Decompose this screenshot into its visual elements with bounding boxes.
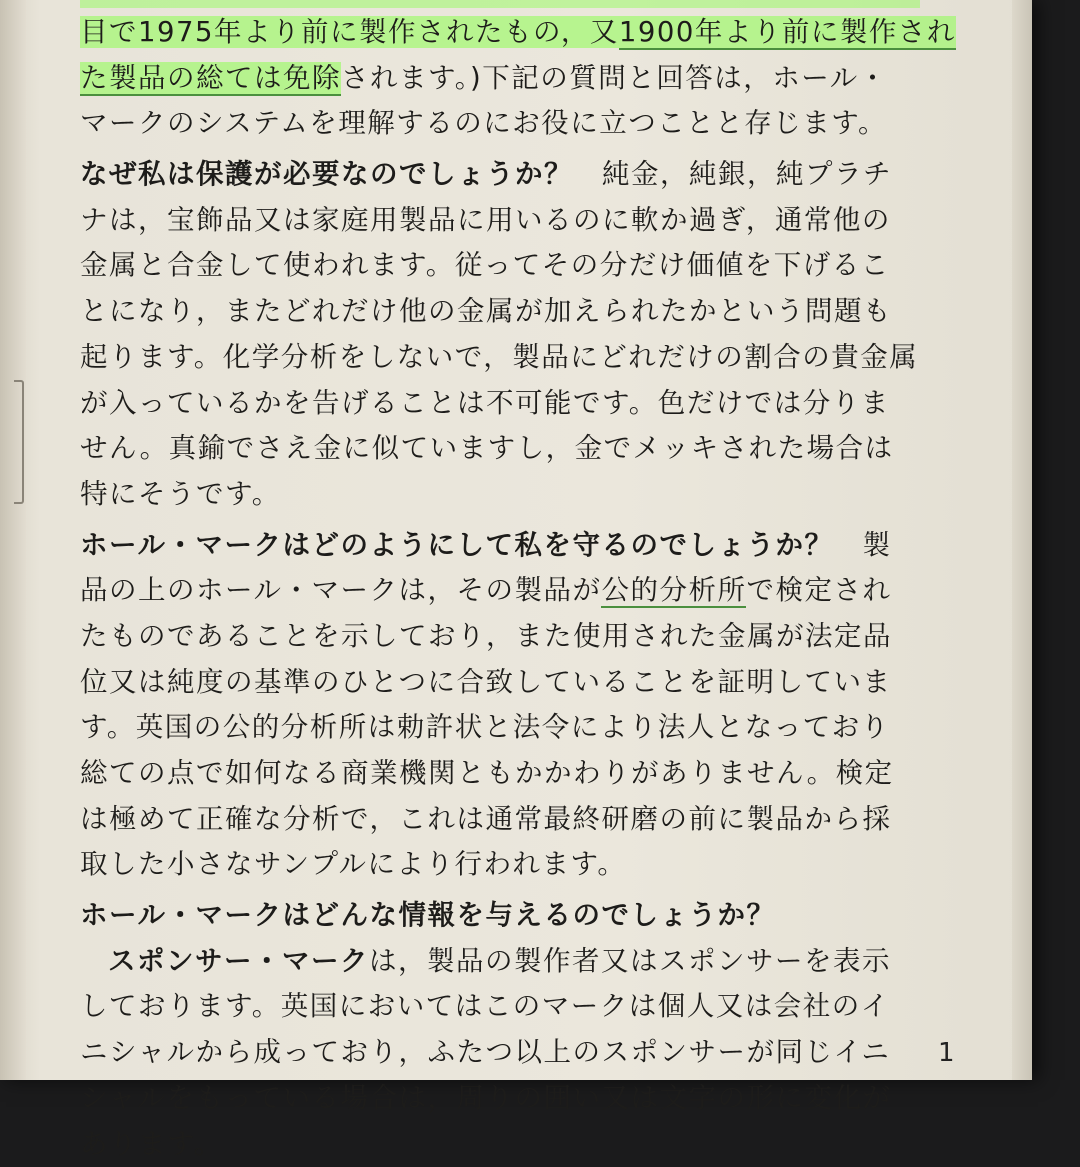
highlighted-phrase: た製品の総ては免除 bbox=[80, 62, 341, 96]
staple bbox=[14, 380, 24, 504]
text-line: 起ります。化学分析をしないで，製品にどれだけの割合の貴金属 bbox=[80, 335, 920, 381]
question-heading: ホール・マークはどんな情報を与えるのでしょうか？ bbox=[80, 899, 775, 931]
text-line: た製品の総ては免除されます。)下記の質問と回答は，ホール・ bbox=[80, 56, 920, 102]
text-line: とになり，またどれだけ他の金属が加えられたかという問題も bbox=[80, 289, 920, 335]
highlighted-year: 1900年 bbox=[619, 16, 724, 50]
question-heading: なぜ私は保護が必要なのでしょうか？ bbox=[80, 158, 573, 190]
text-line: ナは，宝飾品又は家庭用製品に用いるのに軟か過ぎ，通常他の bbox=[80, 198, 920, 244]
question-2: ホール・マークはどのようにして私を守るのでしょうか？ 製 bbox=[80, 523, 920, 569]
text-line: 総ての点で如何なる商業機関ともかかわりがありません。検定 bbox=[80, 751, 920, 797]
underlined-phrase: 公的分析所 bbox=[601, 574, 746, 608]
text-line: しております。英国においてはこのマークは個人又は会社のイ bbox=[80, 984, 920, 1030]
text-line: ニシャルから成っており，ふたつ以上のスポンサーが同じイニ bbox=[80, 1030, 920, 1076]
text-line: は極めて正確な分析で，これは通常最終研磨の前に製品から採 bbox=[80, 797, 920, 843]
text-line: シャルをもっている場合は，周りの囲い又は文字の形に変化が bbox=[80, 1076, 920, 1122]
text-line: 位又は純度の基準のひとつに合致していることを証明していま bbox=[80, 660, 920, 706]
question-3 bbox=[80, 893, 920, 939]
text-line: たものであることを示しており，また使用された金属が法定品 bbox=[80, 614, 920, 660]
text-line: 品の上のホール・マークは，その製品が公的分析所で検定され bbox=[80, 568, 920, 614]
term-sponsor-mark: スポンサー・マーク bbox=[108, 945, 369, 977]
question-heading: ホール・マークはどのようにして私を守るのでしょうか？ bbox=[80, 529, 833, 561]
text-line: 目で1975年より前に製作されたもの，又1900年より前に製作され bbox=[80, 10, 920, 56]
text-line: す。英国の公的分析所は勅許状と法令により法人となっており bbox=[80, 705, 920, 751]
text-line: あります。 bbox=[80, 1122, 920, 1167]
highlight-strip bbox=[80, 0, 920, 8]
page-number: 1 bbox=[938, 1038, 955, 1068]
text-line: 取した小さなサンプルにより行われます。 bbox=[80, 842, 920, 888]
question-1: なぜ私は保護が必要なのでしょうか？ 純金，純銀，純プラチ bbox=[80, 152, 920, 198]
page-edge bbox=[1012, 0, 1032, 1080]
text-line: スポンサー・マークは，製品の製作者又はスポンサーを表示 bbox=[80, 939, 920, 985]
document-body bbox=[80, 10, 920, 1167]
text-line: 金属と合金して使われます。従ってその分だけ価値を下げるこ bbox=[80, 243, 920, 289]
text-line: せん。真鍮でさえ金に似ていますし，金でメッキされた場合は bbox=[80, 426, 920, 472]
page-fold bbox=[0, 0, 26, 1080]
text-line: が入っているかを告げることは不可能です。色だけでは分りま bbox=[80, 381, 920, 427]
text-line: マークのシステムを理解するのにお役に立つことと存じます。 bbox=[80, 101, 920, 147]
text-line: 特にそうです。 bbox=[80, 472, 920, 518]
